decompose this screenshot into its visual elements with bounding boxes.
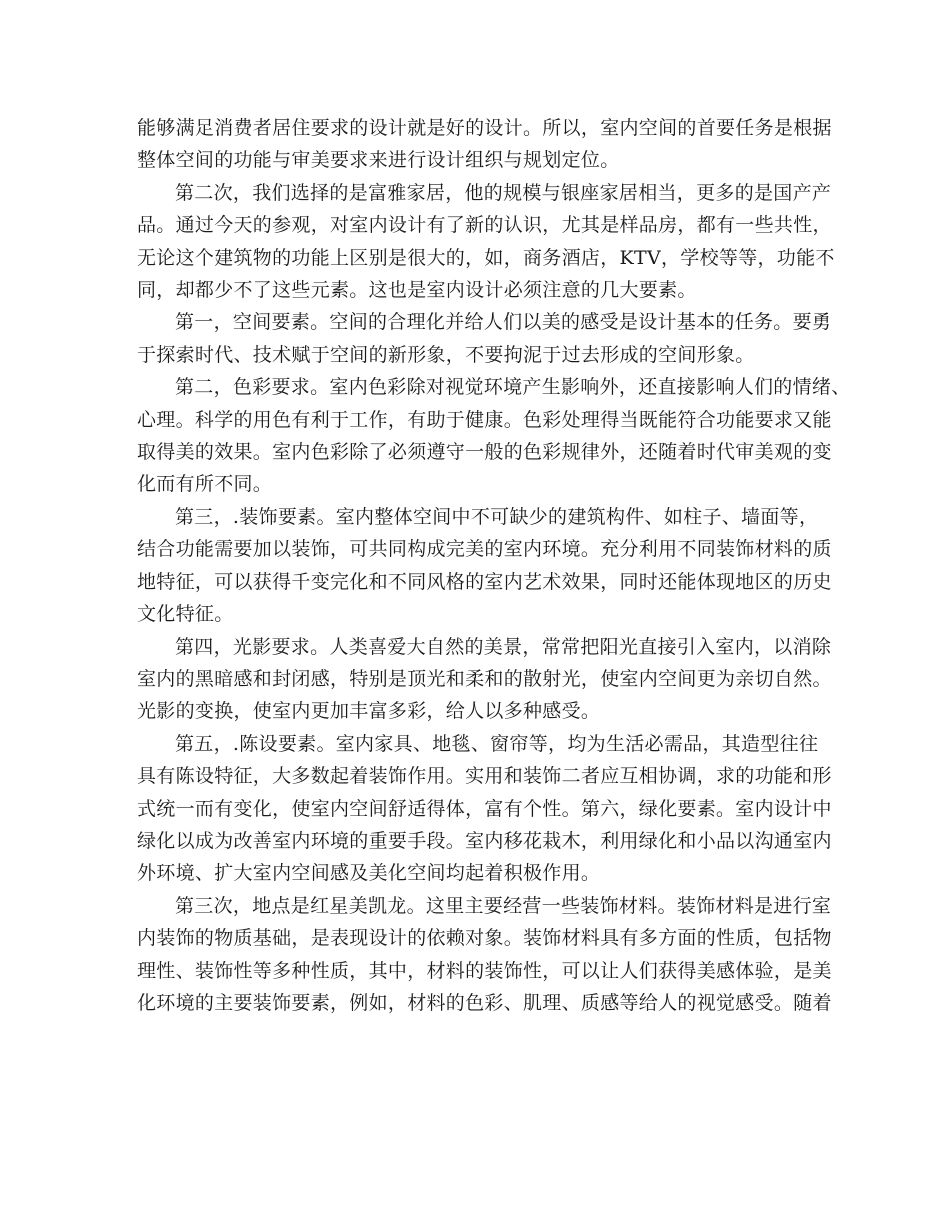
paragraph-line: 第二，色彩要求。室内色彩除对视觉环境产生影响外，还直接影响人们的情绪、 [175, 376, 851, 399]
paragraph-line: 第三次，地点是红星美凯龙。这里主要经营一些装饰材料。装饰材料是进行室 [175, 894, 832, 917]
paragraph-line: 同，却都少不了这些元素。这也是室内设计必须注意的几大要素。 [137, 279, 697, 302]
paragraph-line: 文化特征。 [137, 603, 234, 626]
document-body [137, 112, 851, 1019]
paragraph-line: 能够满足消费者居住要求的设计就是好的设计。所以，室内空间的首要任务是根据 [137, 117, 832, 139]
paragraph-line: 结合功能需要加以装饰，可共同构成完美的室内环境。充分利用不同装饰材料的质 [137, 538, 832, 561]
paragraph-line: 第二次，我们选择的是富雅家居，他的规模与银座家居相当，更多的是国产产 [175, 181, 832, 204]
paragraph-line: 地特征，可以获得千变完化和不同风格的室内艺术效果，同时还能体现地区的历史 [137, 570, 832, 593]
paragraph-4 [137, 371, 851, 501]
paragraph-line: 光影的变换，使室内更加丰富多彩，给人以多种感受。 [137, 700, 601, 723]
paragraph-line: 整体空间的功能与审美要求来进行设计组织与规划定位。 [137, 149, 620, 172]
paragraph-line: 第三，.装饰要素。室内整体空间中不可缺少的建筑构件、如柱子、墙面等， [175, 505, 819, 528]
paragraph-7 [137, 728, 832, 890]
paragraph-6 [137, 631, 832, 728]
paragraph-line: 品。通过今天的参观，对室内设计有了新的认识，尤其是样品房，都有一些共性， [137, 214, 832, 237]
paragraph-3 [137, 306, 832, 371]
paragraph-line: 室内的黑暗感和封闭感，特别是顶光和柔和的散射光，使室内空间更为亲切自然。 [137, 667, 832, 690]
paragraph-line: 化环境的主要装饰要素，例如，材料的色彩、肌理、质感等给人的视觉感受。随着 [137, 991, 832, 1014]
paragraph-line: 第五，.陈设要素。室内家具、地毯、窗帘等，均为生活必需品，其造型往往 [175, 732, 819, 755]
paragraph-line: 第一，空间要素。空间的合理化并给人们以美的感受是设计基本的任务。要勇 [175, 311, 832, 334]
paragraph-line: 绿化以成为改善室内环境的重要手段。室内移花栽木，利用绿化和小品以沟通室内 [137, 829, 832, 852]
paragraph-line: 化而有所不同。 [137, 473, 273, 496]
paragraph-line: 具有陈设特征，大多数起着装饰作用。实用和装饰二者应互相协调，求的功能和形 [137, 765, 832, 788]
paragraph-line: 心理。科学的用色有利于工作，有助于健康。色彩处理得当既能符合功能要求又能 [137, 408, 832, 431]
paragraph-line: 理性、装饰性等多种性质，其中，材料的装饰性，可以让人们获得美感体验，是美 [137, 959, 832, 982]
paragraph-line: 第四，光影要求。人类喜爱大自然的美景，常常把阳光直接引入室内，以消除 [175, 635, 832, 658]
paragraph-line: 内装饰的物质基础，是表现设计的依赖对象。装饰材料具有多方面的性质，包括物 [137, 927, 832, 950]
paragraph-line: 无论这个建筑物的功能上区别是很大的，如，商务酒店，KTV，学校等等，功能不 [137, 246, 835, 269]
paragraph-line: 外环境、扩大室内空间感及美化空间均起着积极作用。 [137, 862, 601, 885]
paragraph-5 [137, 501, 832, 631]
paragraph-line: 于探索时代、技术赋于空间的新形象，不要拘泥于过去形成的空间形象。 [137, 343, 755, 366]
paragraph-1 [137, 112, 832, 177]
paragraph-line: 式统一而有变化，使室内空间舒适得体，富有个性。第六，绿化要素。室内设计中 [137, 797, 832, 820]
paragraph-line: 取得美的效果。室内色彩除了必须遵守一般的色彩规律外，还随着时代审美观的变 [137, 441, 832, 464]
paragraph-2 [137, 177, 835, 307]
paragraph-8 [137, 890, 832, 1020]
